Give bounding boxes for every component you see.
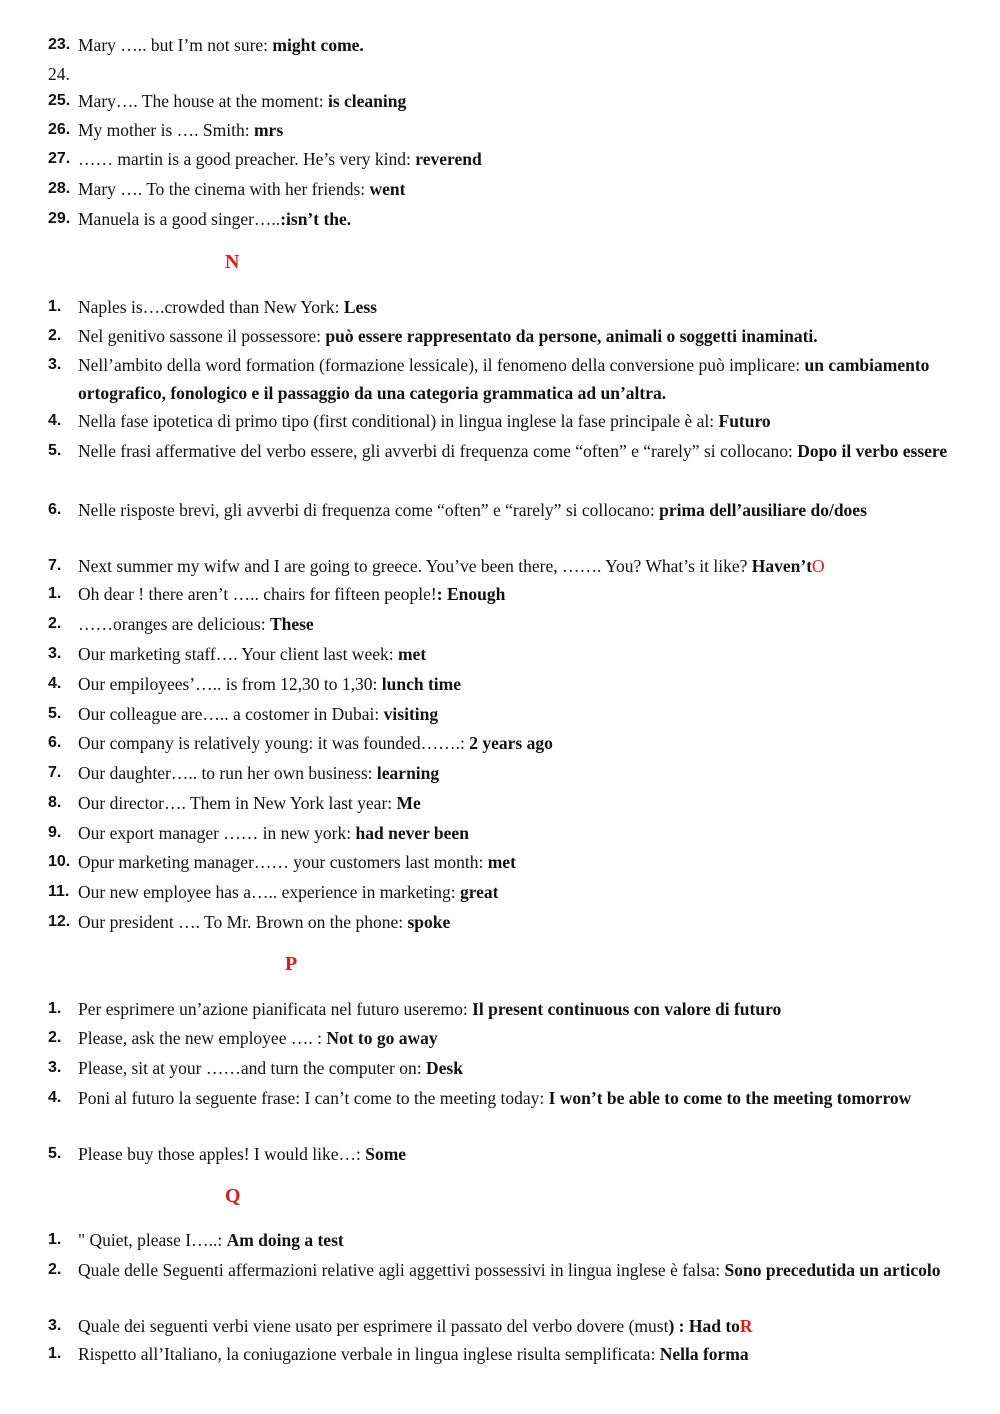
item-number: 26. bbox=[48, 121, 71, 138]
item-number: 2. bbox=[48, 615, 62, 632]
list-item bbox=[48, 878, 948, 906]
answer-text: : Enough bbox=[436, 584, 506, 604]
answer-text: mrs bbox=[253, 120, 284, 140]
list-item bbox=[48, 1084, 948, 1112]
question-text: Nelle risposte brevi, gli avverbi di frequenza come “often” e “rarely” si collocano: bbox=[78, 500, 660, 520]
list-item bbox=[48, 407, 948, 435]
list-item bbox=[48, 700, 948, 728]
list-item bbox=[48, 496, 948, 524]
list-item bbox=[48, 1054, 948, 1082]
question-text: Nella fase ipotetica di primo tipo (first conditional) in lingua inglese la fase principale è al: bbox=[78, 411, 719, 431]
item-number: 1. bbox=[48, 585, 62, 602]
list-item bbox=[48, 293, 948, 321]
answer-text: I won’t be able to come to the meeting tomorrow bbox=[548, 1088, 912, 1108]
section-letter-p: P bbox=[285, 953, 298, 975]
answer-text: Haven’t bbox=[751, 556, 813, 576]
answer-text: is cleaning bbox=[327, 91, 407, 111]
list-item bbox=[48, 610, 948, 638]
answer-text: These bbox=[269, 614, 314, 634]
section-letter-q: Q bbox=[225, 1185, 241, 1207]
answer-text: Desk bbox=[425, 1058, 463, 1078]
list-item bbox=[48, 145, 948, 173]
question-text: Per esprimere un’azione pianificata nel futuro useremo: bbox=[78, 999, 473, 1019]
answer-text: Am doing a test bbox=[226, 1230, 344, 1250]
list-item bbox=[48, 175, 948, 203]
section-letter-r: R bbox=[739, 1316, 753, 1336]
question-text: Please buy those apples! I would like…: bbox=[78, 1144, 366, 1164]
item-number: 2. bbox=[48, 1029, 62, 1046]
question-text: Naples is….crowded than New York: bbox=[78, 297, 344, 317]
answer-text: Futuro bbox=[718, 411, 771, 431]
list-item bbox=[48, 87, 948, 115]
question-text: Our empiloyees’….. is from 12,30 to 1,30: bbox=[78, 674, 382, 694]
question-text: Our new employee has a….. experience in marketing: bbox=[78, 882, 460, 902]
list-item bbox=[48, 205, 948, 233]
question-text: Quale dei seguenti verbi viene usato per esprimere il passato del verbo dovere (must bbox=[78, 1316, 669, 1336]
list-item bbox=[48, 552, 948, 580]
list-item bbox=[48, 729, 948, 757]
question-text: " Quiet, please I…..: bbox=[78, 1230, 227, 1250]
item-number: 25. bbox=[48, 92, 71, 109]
list-item bbox=[48, 322, 948, 350]
answer-text: lunch time bbox=[381, 674, 462, 694]
question-text: Our daughter….. to run her own business: bbox=[78, 763, 377, 783]
item-number: 5. bbox=[48, 442, 62, 459]
list-item bbox=[48, 789, 948, 817]
question-text: Rispetto all’Italiano, la coniugazione verbale in lingua inglese risulta semplificata: bbox=[78, 1344, 660, 1364]
item-number: 9. bbox=[48, 824, 62, 841]
question-text: Nelle frasi affermative del verbo essere, gli avverbi di frequenza come “often” e “rarely” si collocano: bbox=[78, 441, 798, 461]
question-text: Our director…. Them in New York last year: bbox=[78, 793, 397, 813]
question-text: Our colleague are….. a costomer in Dubai: bbox=[78, 704, 384, 724]
answer-text: Il present continuous con valore di futuro bbox=[472, 999, 782, 1019]
item-number: 10. bbox=[48, 853, 71, 870]
list-item bbox=[48, 116, 948, 144]
question-text: Quale delle Seguenti affermazioni relative agli aggettivi possessivi in lingua inglese è falsa: bbox=[78, 1260, 725, 1280]
item-number: 1. bbox=[48, 298, 62, 315]
answer-text: Not to go away bbox=[326, 1028, 438, 1048]
list-item bbox=[48, 580, 948, 608]
list-item bbox=[48, 640, 948, 668]
answer-text: spoke bbox=[407, 912, 451, 932]
list-item bbox=[48, 1312, 948, 1340]
list-item bbox=[48, 819, 948, 847]
item-number: 3. bbox=[48, 356, 62, 373]
answer-text: great bbox=[459, 882, 499, 902]
item-number: 2. bbox=[48, 327, 62, 344]
question-text: Nel genitivo sassone il possessore: bbox=[78, 326, 326, 346]
item-number: 7. bbox=[48, 557, 62, 574]
list-item bbox=[48, 995, 948, 1023]
question-text: Nell’ambito della word formation (formazione lessicale), il fenomeno della conversione può implicare: bbox=[78, 355, 805, 375]
item-number: 1. bbox=[48, 1231, 62, 1248]
answer-text: visiting bbox=[383, 704, 439, 724]
answer-text: può essere rappresentato da persone, animali o soggetti inaminati. bbox=[325, 326, 818, 346]
item-number: 3. bbox=[48, 1317, 62, 1334]
question-text: …… martin is a good preacher. He’s very kind: bbox=[78, 149, 416, 169]
list-item bbox=[48, 31, 948, 59]
item-number: 6. bbox=[48, 734, 62, 751]
list-item bbox=[48, 437, 948, 465]
answer-text: prima dell’ausiliare do/does bbox=[659, 500, 867, 520]
item-number: 2. bbox=[48, 1261, 62, 1278]
answer-text: Me bbox=[396, 793, 421, 813]
answer-text: went bbox=[369, 179, 406, 199]
item-number: 7. bbox=[48, 764, 62, 781]
item-number: 5. bbox=[48, 705, 62, 722]
item-number: 11. bbox=[48, 883, 70, 900]
list-item bbox=[48, 1024, 948, 1052]
question-text: ……oranges are delicious: bbox=[78, 614, 270, 634]
answer-text: un cambiamento ortografico, fonologico e il passaggio da una categoria grammatica ad un’altra. bbox=[78, 355, 930, 403]
list-item bbox=[48, 848, 948, 876]
question-text: My mother is …. Smith: bbox=[78, 120, 254, 140]
answer-text: Less bbox=[343, 297, 377, 317]
question-text: Please, ask the new employee …. : bbox=[78, 1028, 327, 1048]
answer-text: might come. bbox=[272, 35, 364, 55]
question-text: Our company is relatively young: it was founded…….: bbox=[78, 733, 470, 753]
question-text: Next summer my wifw and I are going to greece. You’ve been there, ……. You? What’s it like? bbox=[78, 556, 752, 576]
answer-text: reverend bbox=[415, 149, 482, 169]
answer-text: Some bbox=[365, 1144, 407, 1164]
list-item bbox=[48, 908, 948, 936]
answer-text: met bbox=[397, 644, 427, 664]
question-text: Our export manager …… in new york: bbox=[78, 823, 356, 843]
item-number: 3. bbox=[48, 645, 62, 662]
answer-text: learning bbox=[376, 763, 440, 783]
section-letter-o: O bbox=[812, 556, 825, 576]
item-number: 24. bbox=[48, 64, 70, 84]
list-item bbox=[48, 759, 948, 787]
question-text: Our president …. To Mr. Brown on the phone: bbox=[78, 912, 408, 932]
item-number: 23. bbox=[48, 36, 71, 53]
item-number: 8. bbox=[48, 794, 62, 811]
question-text: Poni al futuro la seguente frase: I can’t come to the meeting today: bbox=[78, 1088, 549, 1108]
item-number: 3. bbox=[48, 1059, 62, 1076]
item-number: 28. bbox=[48, 180, 71, 197]
item-number: 1. bbox=[48, 1000, 62, 1017]
list-item bbox=[48, 351, 948, 407]
question-text: Please, sit at your ……and turn the computer on: bbox=[78, 1058, 426, 1078]
question-text: Manuela is a good singer….. bbox=[78, 209, 281, 229]
item-number: 4. bbox=[48, 675, 62, 692]
list-item bbox=[48, 670, 948, 698]
answer-text: Sono precedutida un articolo bbox=[724, 1260, 941, 1280]
answer-text: had never been bbox=[355, 823, 469, 843]
list-item bbox=[48, 1256, 948, 1284]
item-number: 5. bbox=[48, 1145, 62, 1162]
list-item bbox=[48, 1226, 948, 1254]
answer-text: ) : Had to bbox=[668, 1316, 740, 1336]
list-item bbox=[48, 1140, 948, 1168]
item-number: 29. bbox=[48, 210, 71, 227]
list-item bbox=[48, 1340, 948, 1368]
item-number: 1. bbox=[48, 1345, 62, 1362]
answer-text: :isn’t the. bbox=[280, 209, 352, 229]
question-text: Our marketing staff…. Your client last week: bbox=[78, 644, 398, 664]
item-number: 12. bbox=[48, 913, 71, 930]
section-letter-n: N bbox=[225, 251, 240, 273]
answer-text: met bbox=[487, 852, 516, 872]
item-number: 4. bbox=[48, 1089, 62, 1106]
answer-text: 2 years ago bbox=[469, 733, 553, 753]
item-number: 6. bbox=[48, 501, 62, 518]
question-text: Opur marketing manager…… your customers last month: bbox=[78, 852, 488, 872]
item-number: 27. bbox=[48, 150, 71, 167]
answer-text: Nella forma bbox=[659, 1344, 749, 1364]
answer-text: Dopo il verbo essere bbox=[797, 441, 948, 461]
question-text: Mary ….. but I’m not sure: bbox=[78, 35, 273, 55]
question-text: Mary …. To the cinema with her friends: bbox=[78, 179, 370, 199]
question-text: Mary…. The house at the moment: bbox=[78, 91, 328, 111]
question-text: Oh dear ! there aren’t ….. chairs for fifteen people! bbox=[78, 584, 437, 604]
item-number: 4. bbox=[48, 412, 62, 429]
